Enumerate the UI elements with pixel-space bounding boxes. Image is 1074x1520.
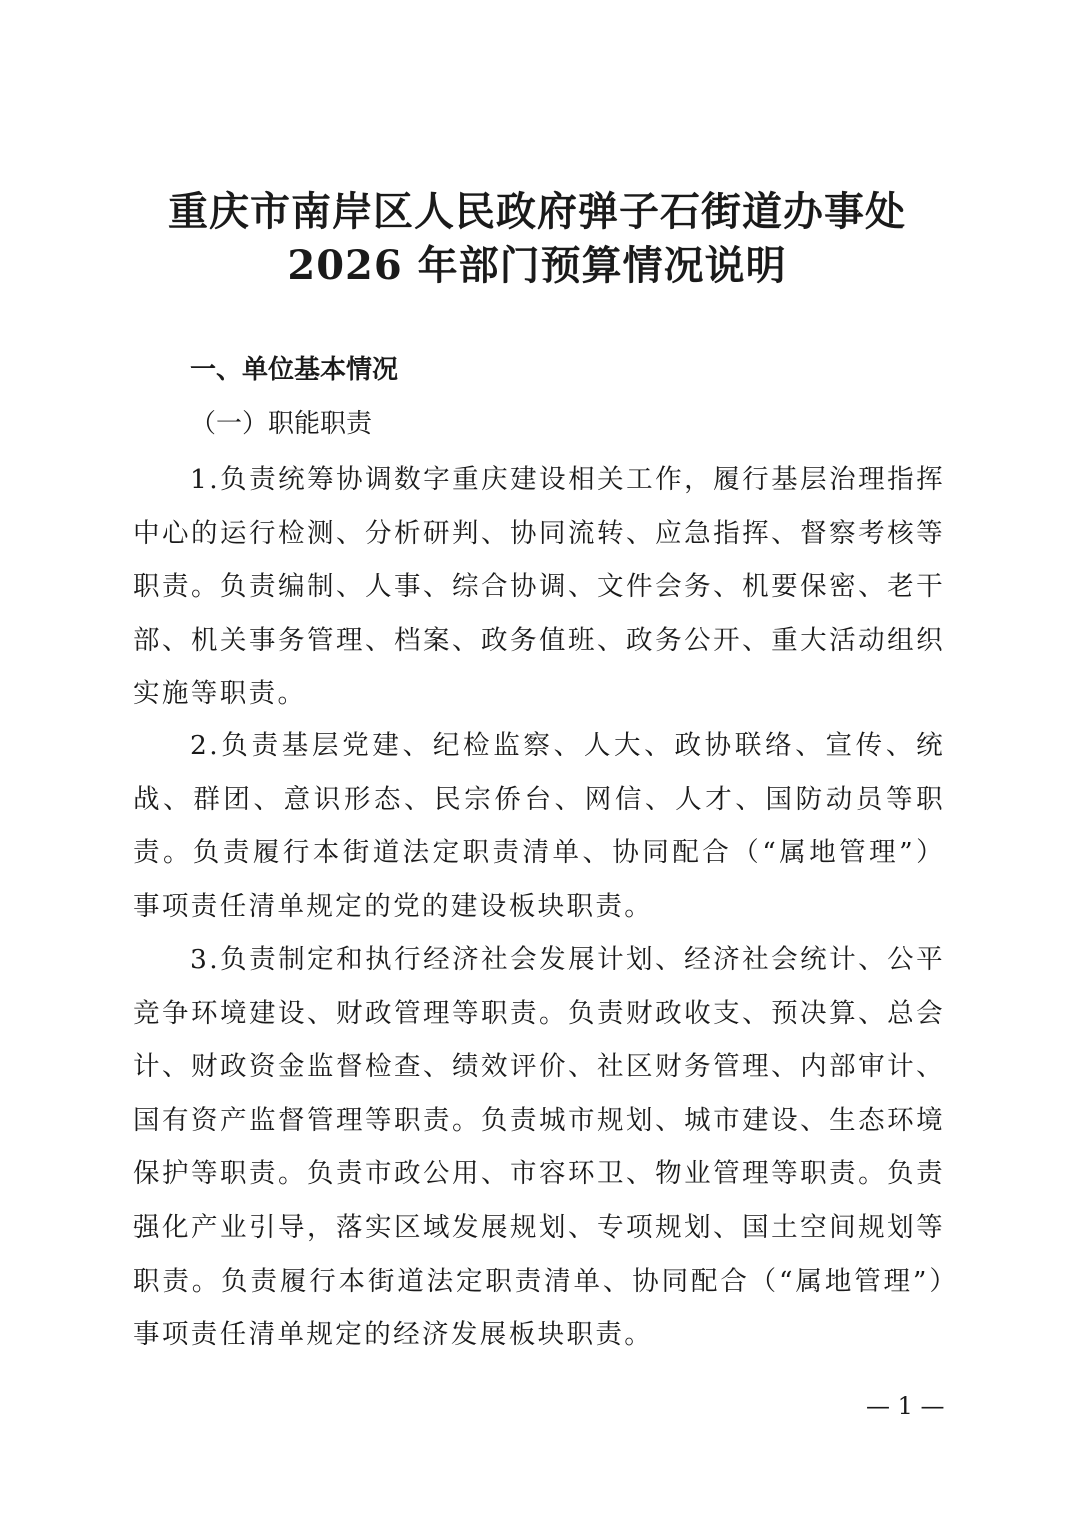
document-title-line-2: 2026 年部门预算情况说明 xyxy=(287,242,787,289)
section-heading: 一、单位基本情况 xyxy=(190,355,399,385)
paragraph-duty-3: 3.负责制定和执行经济社会发展计划、经济社会统计、公平竞争环境建设、财政管理等职责。负责财政收支、预决算、总会计、财政资金监督检查、绩效评价、社区财务管理、内部审计、国有资产监督管理等职责。负责城市规划、城市建设、生态环境保护等职责。负责市政公用、市容环卫、物业管理等职责。负责强化产业引导，落实区域发展规划、专项规划、国土空间规划等职责。负责履行本街道法定职责清单、协同配合（“属地管理”）事项责任清单规定的经济发展板块职责。 xyxy=(133,944,945,1351)
paragraph-duty-2: 2.负责基层党建、纪检监察、人大、政协联络、宣传、统战、群团、意识形态、民宗侨台、网信、人才、国防动员等职责。负责履行本街道法定职责清单、协同配合（“属地管理”）事项责任清单规定的党的建设板块职责。 xyxy=(133,730,945,922)
subsection-heading: （一）职能职责 xyxy=(190,409,373,439)
page-number: — 1 — xyxy=(866,1392,945,1420)
document-title-line-1: 重庆市南岸区人民政府弹子石街道办事处 xyxy=(168,188,906,235)
paragraph-duty-1: 1.负责统筹协调数字重庆建设相关工作，履行基层治理指挥中心的运行检测、分析研判、协同流转、应急指挥、督察考核等职责。负责编制、人事、综合协调、文件会务、机要保密、老干部、机关事务管理、档案、政务值班、政务公开、重大活动组织实施等职责。 xyxy=(133,464,945,710)
